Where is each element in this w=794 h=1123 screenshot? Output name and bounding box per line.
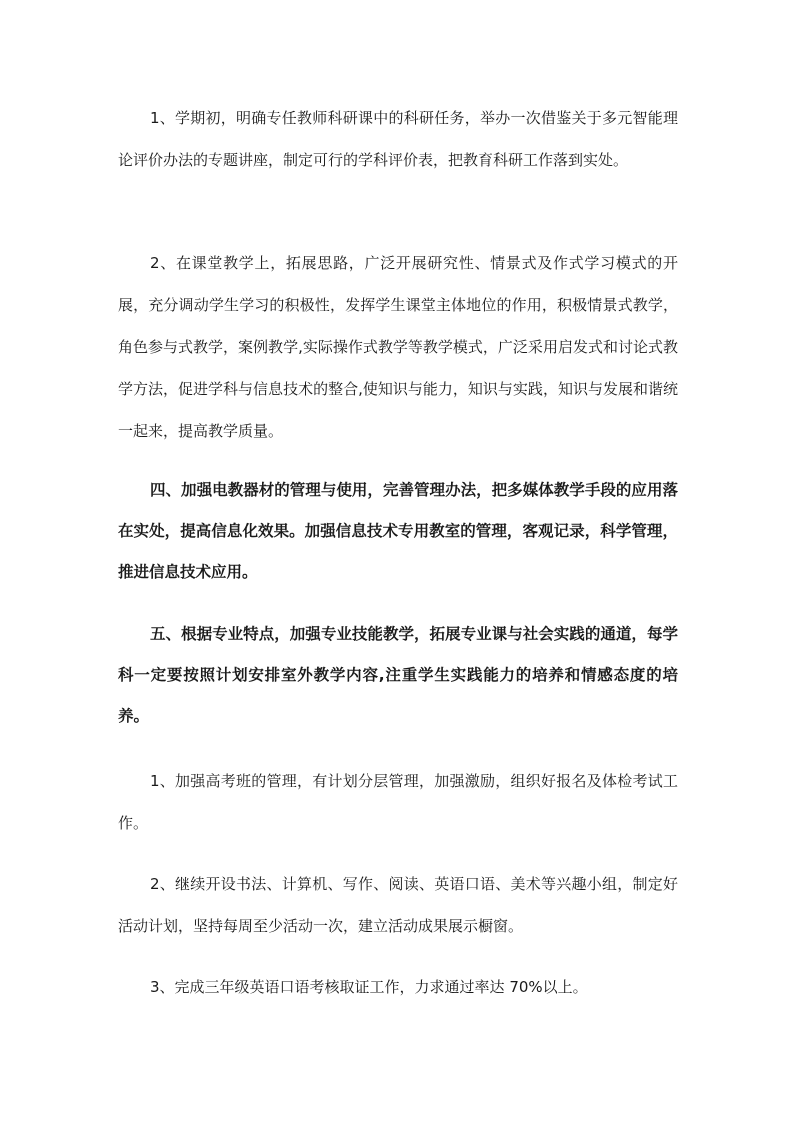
paragraph-classroom-teaching: 2、在课堂教学上，拓展思路，广泛开展研究性、情景式及作式学习模式的开展，充分调动学生学习的积极性，发挥学生课堂主体地位的作用，积极情景式教学，角色参与式教学，案例教学,实际操作式教学等教学模式，广泛采用启发式和讨论式教学方法，促进学科与信息技术的整合,使知识与能力，知识与实践，知识与发展和谐统一起来，提高教学质量。 — [118, 254, 678, 440]
heading-section-five: 五、根据专业特点，加强专业技能教学，拓展专业课与社会实践的通道，每学科一定要按照计划安排室外教学内容,注重学生实践能力的培养和情感态度的培养。 — [118, 625, 678, 725]
paragraph-interest-groups: 2、继续开设书法、计算机、写作、阅读、英语口语、美术等兴趣小组，制定好活动计划，坚持每周至少活动一次，建立活动成果展示橱窗。 — [118, 875, 678, 935]
paragraph-oral-english: 3、完成三年级英语口语考核取证工作，力求通过率达 70%以上。 — [150, 978, 588, 996]
paragraph-research-tasks: 1、学期初，明确专任教师科研课中的科研任务，举办一次借鉴关于多元智能理论评价办法的专题讲座，制定可行的学科评价表，把教育科研工作落到实处。 — [118, 109, 678, 169]
heading-section-four: 四、加强电教器材的管理与使用，完善管理办法，把多媒体教学手段的应用落在实处，提高信息化效果。加强信息技术专用教室的管理，客观记录，科学管理，推进信息技术应用。 — [118, 481, 678, 581]
paragraph-exam-class: 1、加强高考班的管理，有计划分层管理，加强激励，组织好报名及体检考试工作。 — [118, 772, 678, 832]
